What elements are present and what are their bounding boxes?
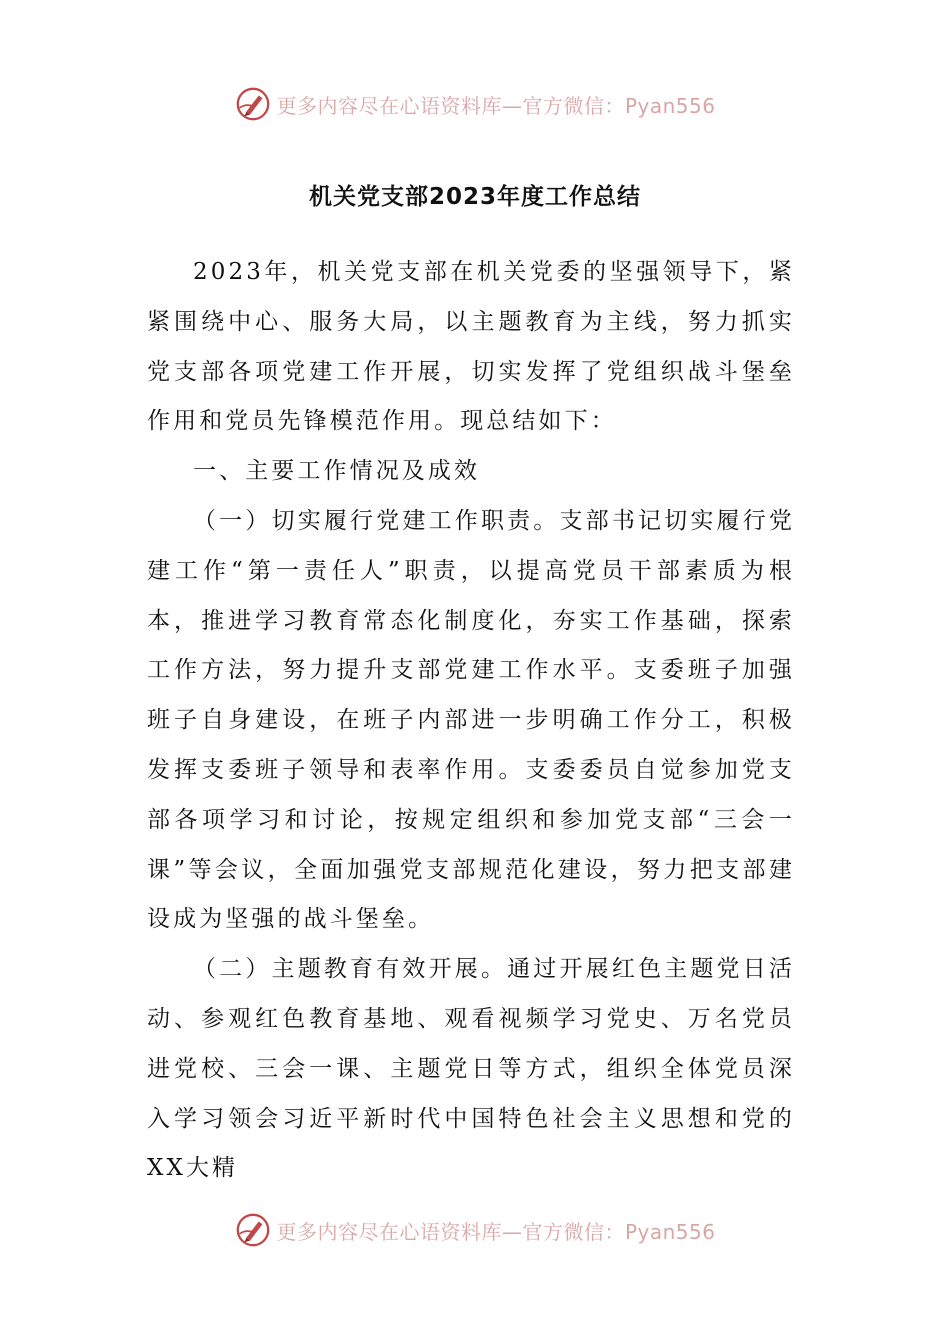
section-heading: 一、主要工作情况及成效 (193, 458, 481, 485)
header-watermark (0, 82, 950, 126)
document-body (147, 248, 795, 1194)
document-title: 机关党支部2023年度工作总结 (308, 184, 641, 210)
watermark-text: 更多内容尽在心语资料库—官方微信：Pyan556 (276, 1219, 716, 1244)
watermark-text: 更多内容尽在心语资料库—官方微信：Pyan556 (276, 93, 716, 118)
pen-logo-icon (234, 85, 272, 123)
footer-watermark (0, 1208, 950, 1252)
pen-logo-icon (234, 1211, 272, 1249)
paragraph: 2023年，机关党支部在机关党委的坚强领导下，紧紧围绕中心、服务大局，以主题教育为主线，努力抓实党支部各项党建工作开展，切实发挥了党组织战斗堡垒作用和党员先锋模范作用。现总结如下： (147, 259, 795, 435)
paragraph: （一）切实履行党建工作职责。支部书记切实履行党建工作“第一责任人”职责，以提高党员干部素质为根本，推进学习教育常态化制度化，夯实工作基础，探索工作方法，努力提升支部党建工作水平。支委班子加强班子自身建设，在班子内部进一步明确工作分工，积极发挥支委班子领导和表率作用。支委委员自觉参加党支部各项学习和讨论，按规定组织和参加党支部“三会一课”等会议，全面加强党支部规范化建设，努力把支部建设成为坚强的战斗堡垒。 (147, 507, 795, 933)
paragraph: （二）主题教育有效开展。通过开展红色主题党日活动、参观红色教育基地、观看视频学习党史、万名党员进党校、三会一课、主题党日等方式，组织全体党员深入学习领会习近平新时代中国特色社会主义思想和党的XX大精 (147, 956, 795, 1182)
